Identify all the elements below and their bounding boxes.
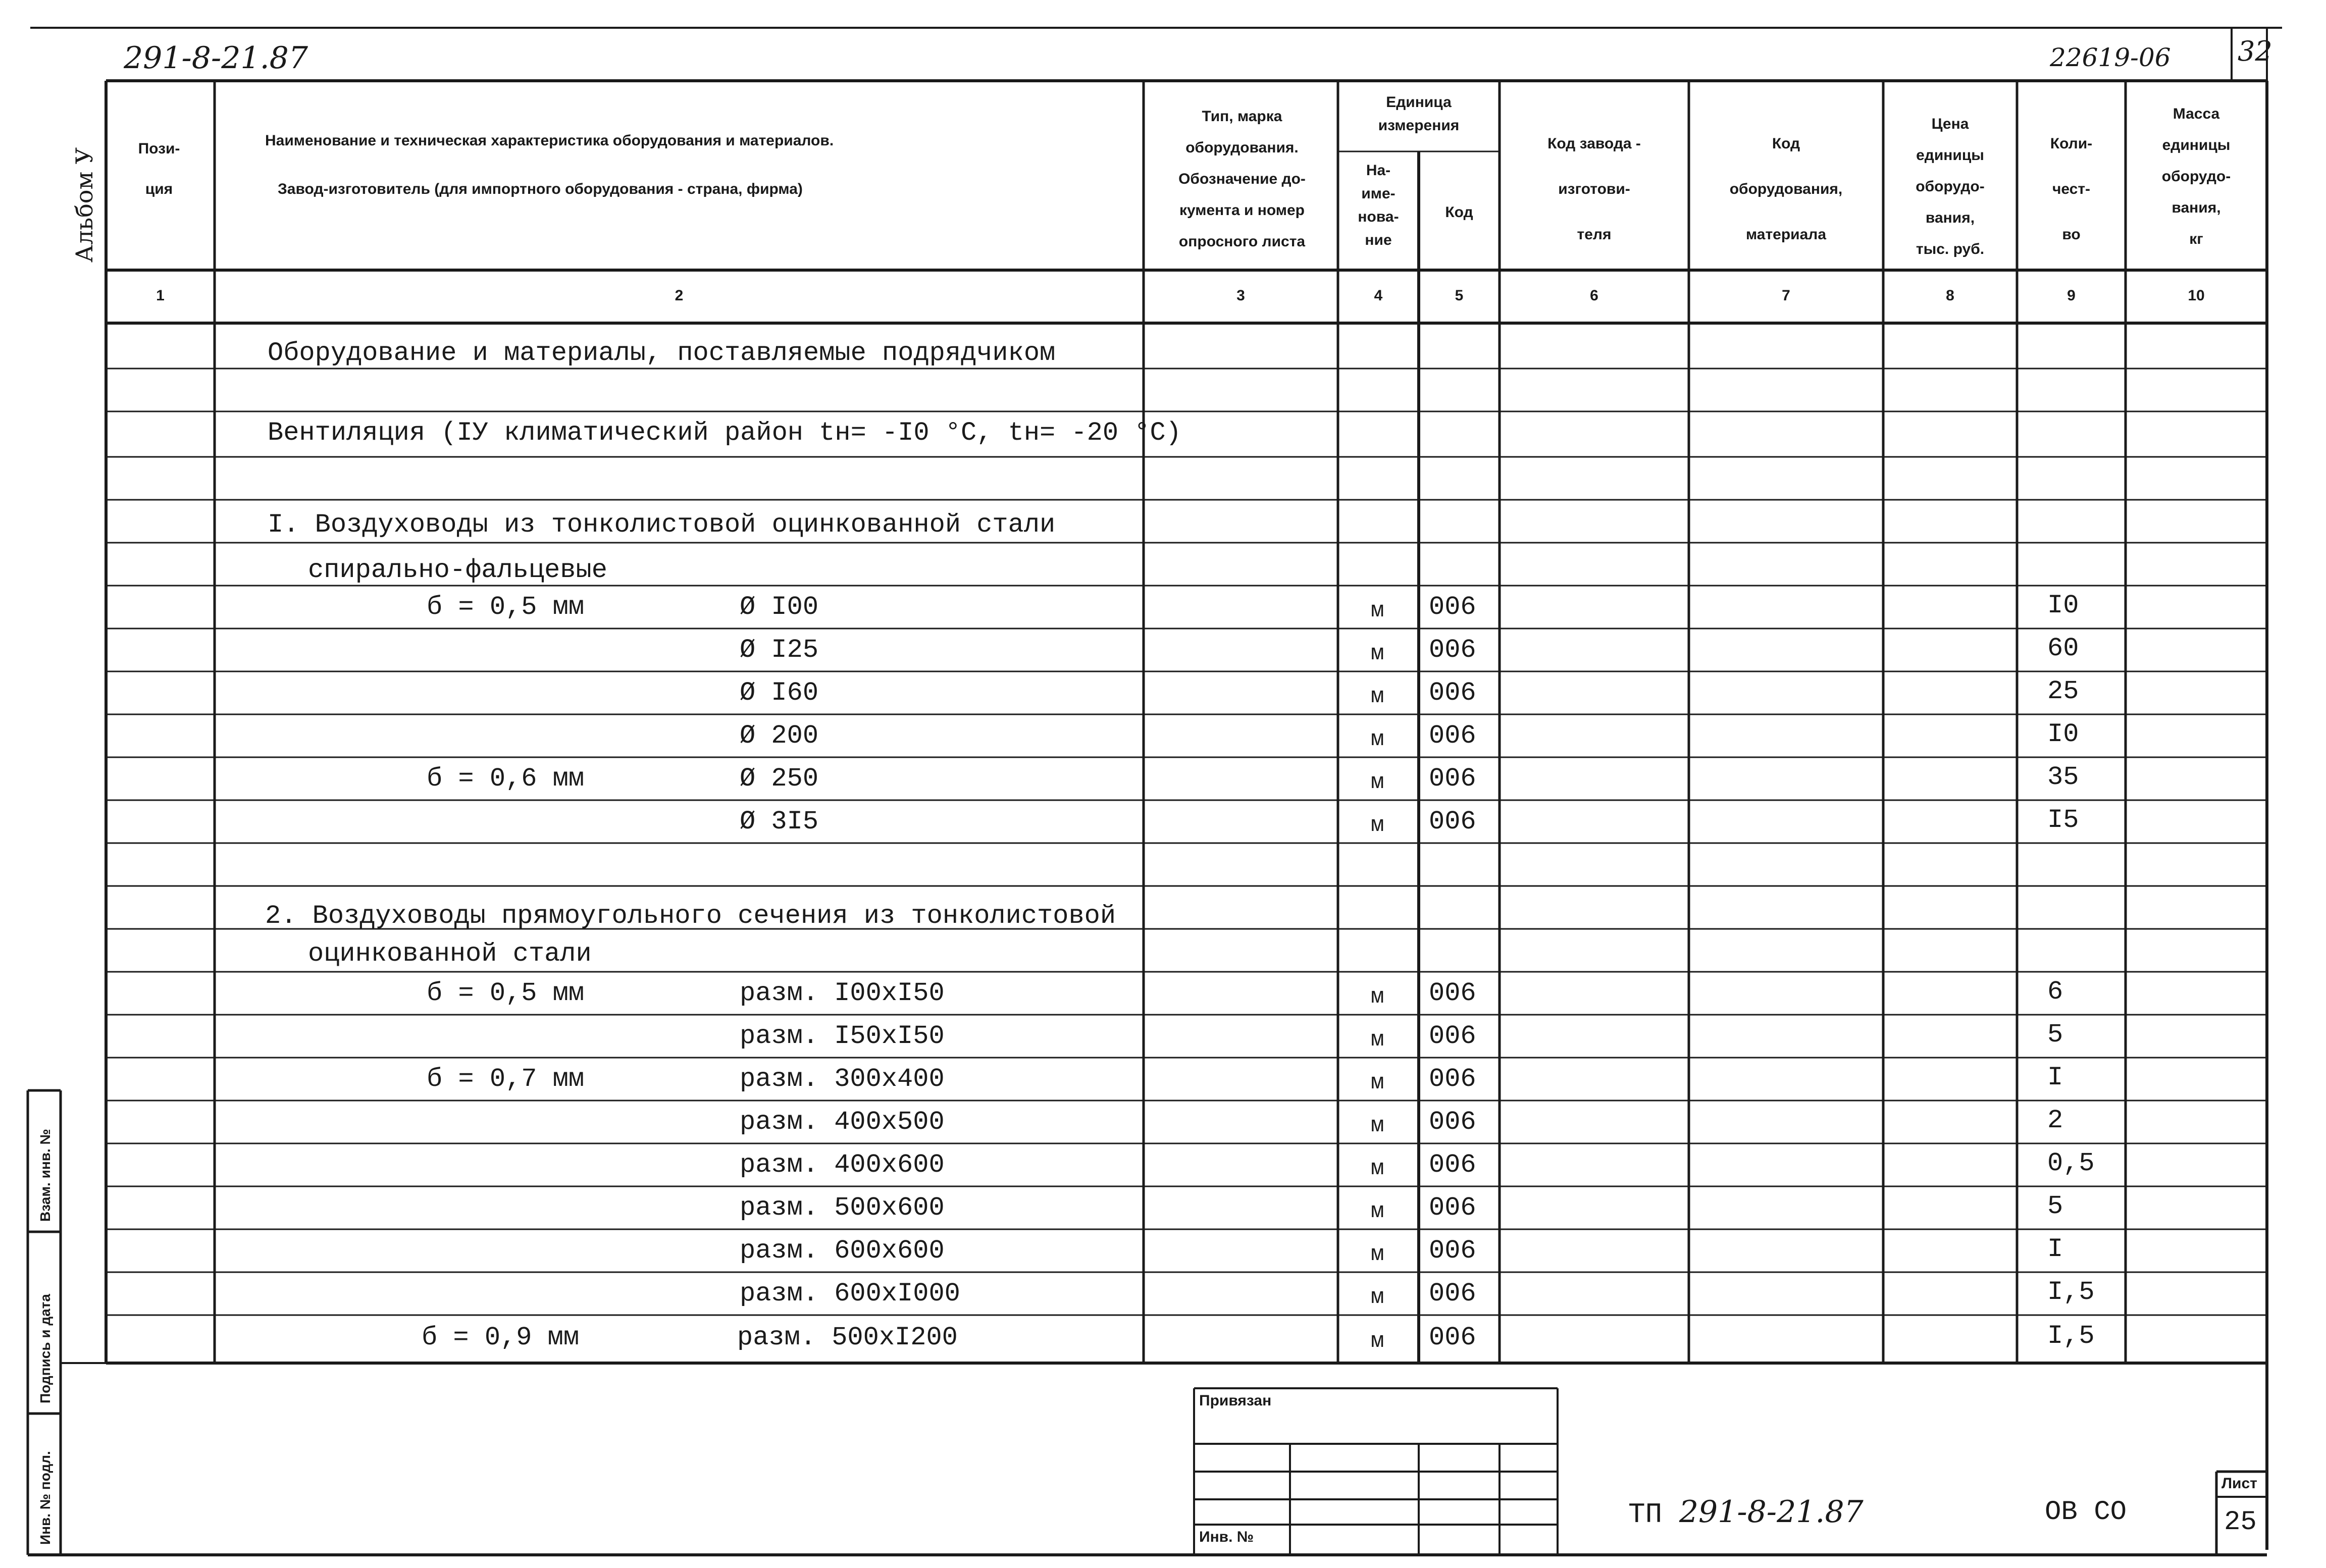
row-quantity: I,5 — [2047, 1277, 2095, 1307]
col-number-7: 7 — [1782, 287, 1790, 304]
col-number-8: 8 — [1946, 287, 1954, 304]
inv-number-label: Инв. № — [1199, 1529, 1254, 1545]
header-equipment-code: Код оборудования, материала — [1729, 135, 1843, 243]
row-code: 006 — [1429, 978, 1476, 1008]
row-code: 006 — [1429, 1193, 1476, 1223]
row-size: разм. I00хI50 — [740, 978, 945, 1008]
header-name-line2: Завод-изготовитель (для импортного оборудования - страна, фирма) — [278, 181, 803, 197]
row-code: 006 — [1429, 764, 1476, 794]
row-code: 006 — [1429, 1323, 1476, 1352]
row-unit: м — [1371, 1199, 1384, 1224]
col-number-6: 6 — [1590, 287, 1598, 304]
row-quantity: 5 — [2047, 1191, 2063, 1221]
section2-line1: 2. Воздуховоды прямоугольного сечения из тонколистовой — [265, 901, 1116, 931]
row-code: 006 — [1429, 1107, 1476, 1137]
row-size: разм. I50хI50 — [740, 1021, 945, 1051]
row-quantity: 5 — [2047, 1020, 2063, 1050]
row-unit: м — [1371, 770, 1384, 795]
row-size: разм. 600хI000 — [740, 1279, 960, 1309]
row-unit: м — [1371, 641, 1384, 666]
doc-code-top-left: 291-8-21.87 — [124, 40, 308, 76]
header-position: Пози- ция — [138, 140, 180, 197]
row-unit: м — [1371, 1070, 1384, 1095]
col-number-2: 2 — [675, 287, 684, 304]
album-label: Альбом У — [71, 147, 98, 263]
doc-code-top-right: 22619-06 — [2050, 43, 2171, 72]
stamp-inv-no-podl: Инв. № подл. — [37, 1451, 53, 1545]
sheet-number-top: 32 — [2238, 35, 2272, 67]
row-size: разм. 500хI200 — [737, 1323, 958, 1352]
header-unit-name: На- име- нова- ние — [1358, 162, 1399, 248]
row-size: Ø 200 — [740, 721, 819, 751]
row-code: 006 — [1429, 678, 1476, 708]
header-unit-code: Код — [1445, 204, 1473, 221]
row-code: 006 — [1429, 1021, 1476, 1051]
header-unit-group: Единица измерения — [1378, 94, 1460, 134]
row-unit: м — [1371, 727, 1384, 752]
row-unit: м — [1371, 1113, 1384, 1138]
row-code: 006 — [1429, 1279, 1476, 1309]
row-quantity: I5 — [2047, 805, 2079, 835]
row-unit: м — [1371, 684, 1384, 709]
doc-code-number: 291-8-21.87 — [1679, 1494, 1864, 1530]
row-thickness: б = 0,5 мм — [427, 978, 585, 1008]
row-quantity: 6 — [2047, 977, 2063, 1007]
section1-line1: I. Воздуховоды из тонколистовой оцинкованной стали — [268, 510, 1056, 540]
row-unit: м — [1371, 1242, 1384, 1267]
stamp-signature-date: Подпись и дата — [37, 1294, 53, 1403]
col-number-1: 1 — [156, 287, 165, 304]
doc-code-bottom — [1628, 1494, 1864, 1531]
row-unit: м — [1371, 1329, 1384, 1354]
section2-line2: оцинкованной стали — [308, 939, 592, 969]
row-unit: м — [1371, 1027, 1384, 1053]
row-size: разм. 300х400 — [740, 1064, 945, 1094]
header-quantity: Коли- чест- во — [2050, 135, 2093, 243]
row-quantity: 60 — [2047, 634, 2079, 663]
col-number-5: 5 — [1455, 287, 1464, 304]
col-number-9: 9 — [2067, 287, 2076, 304]
row-size: разм. 600х600 — [740, 1236, 945, 1266]
header-unit-mass: Масса единицы оборудо- вания, кг — [2161, 106, 2231, 247]
header-type-doc: Тип, марка оборудования. Обозначение до- кумента и номер опросного листа — [1178, 108, 1306, 250]
row-code: 006 — [1429, 592, 1476, 622]
row-unit: м — [1371, 813, 1384, 838]
row-quantity: I,5 — [2047, 1321, 2095, 1351]
row-size: Ø I25 — [740, 635, 819, 665]
row-thickness: б = 0,6 мм — [427, 764, 585, 794]
row-unit: м — [1371, 984, 1384, 1010]
row-code: 006 — [1429, 635, 1476, 665]
section-title-ventilation: Вентиляция (IУ климатический район tн= -I0 °С, tн= -20 °С) — [268, 418, 1181, 448]
row-size: Ø I60 — [740, 678, 819, 708]
row-code: 006 — [1429, 807, 1476, 837]
row-unit: м — [1371, 598, 1384, 623]
doc-mark: ОВ СО — [2045, 1497, 2127, 1528]
row-size: разм. 500х600 — [740, 1193, 945, 1223]
row-size: Ø 250 — [740, 764, 819, 794]
row-size: Ø I00 — [740, 592, 819, 622]
row-code: 006 — [1429, 1064, 1476, 1094]
row-thickness: б = 0,7 мм — [427, 1064, 585, 1094]
row-thickness: б = 0,5 мм — [427, 592, 585, 622]
row-unit: м — [1371, 1285, 1384, 1310]
doc-code-prefix: ТП — [1628, 1498, 1663, 1531]
row-quantity: 0,5 — [2047, 1148, 2095, 1178]
row-size: разм. 400х500 — [740, 1107, 945, 1137]
stamp-vzam-inv-no: Взам. инв. № — [37, 1129, 53, 1222]
row-unit: м — [1371, 1156, 1384, 1181]
row-quantity: I0 — [2047, 591, 2079, 620]
row-quantity: 2 — [2047, 1106, 2063, 1135]
row-quantity: 35 — [2047, 762, 2079, 792]
row-quantity: 25 — [2047, 676, 2079, 706]
col-number-3: 3 — [1236, 287, 1245, 304]
sheet-label: Лист — [2221, 1475, 2257, 1492]
col-number-4: 4 — [1374, 287, 1383, 304]
privyazan-label: Привязан — [1199, 1392, 1272, 1409]
header-factory-code: Код завода - изготови- теля — [1547, 135, 1641, 243]
row-size: разм. 400х600 — [740, 1150, 945, 1180]
row-size: Ø 3I5 — [740, 807, 819, 837]
row-quantity: I0 — [2047, 719, 2079, 749]
row-code: 006 — [1429, 721, 1476, 751]
row-code: 006 — [1429, 1150, 1476, 1180]
sheet-number: 25 — [2224, 1507, 2257, 1538]
section-title-contractor: Оборудование и материалы, поставляемые подрядчиком — [268, 338, 1056, 368]
header-unit-price: Цена единицы оборудо- вания, тыс. руб. — [1916, 116, 1985, 257]
row-quantity: I — [2047, 1234, 2063, 1264]
section1-line2: спирально-фальцевые — [308, 555, 607, 585]
row-code: 006 — [1429, 1236, 1476, 1266]
col-number-10: 10 — [2188, 287, 2205, 304]
row-thickness: б = 0,9 мм — [422, 1323, 580, 1352]
header-name-line1: Наименование и техническая характеристика оборудования и материалов. — [265, 132, 834, 149]
row-quantity: I — [2047, 1063, 2063, 1092]
